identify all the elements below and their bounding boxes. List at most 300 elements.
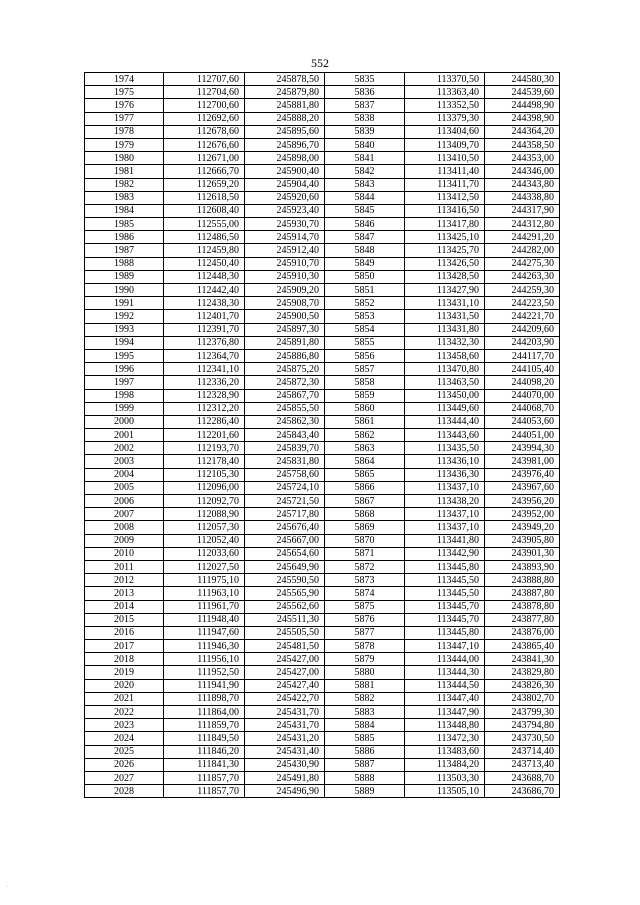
table-row (85, 310, 560, 323)
table-row (85, 112, 560, 125)
point-number-cell: 2006 (85, 495, 164, 508)
y-coordinate-cell: 244105,40 (485, 363, 560, 376)
table-row (85, 534, 560, 547)
x-coordinate-cell: 113437,10 (405, 481, 485, 494)
point-number-cell: 2002 (85, 442, 164, 455)
y-coordinate-cell: 244223,50 (485, 297, 560, 310)
point-number-cell: 1977 (85, 112, 164, 125)
point-number-cell: 5863 (325, 442, 405, 455)
point-number-cell: 2005 (85, 481, 164, 494)
table-row (85, 165, 560, 178)
y-coordinate-cell: 245511,30 (245, 613, 325, 626)
point-number-cell: 5886 (325, 745, 405, 758)
table-row (85, 508, 560, 521)
x-coordinate-cell: 113447,10 (405, 640, 485, 653)
point-number-cell: 5836 (325, 86, 405, 99)
y-coordinate-cell: 244312,80 (485, 218, 560, 231)
point-number-cell: 5865 (325, 468, 405, 481)
point-number-cell: 5860 (325, 402, 405, 415)
x-coordinate-cell: 112328,90 (164, 389, 245, 402)
point-number-cell: 1990 (85, 284, 164, 297)
x-coordinate-cell: 113411,70 (405, 178, 485, 191)
y-coordinate-cell: 243841,30 (485, 653, 560, 666)
point-number-cell: 2007 (85, 508, 164, 521)
y-coordinate-cell: 244098,20 (485, 376, 560, 389)
y-coordinate-cell: 245867,70 (245, 389, 325, 402)
y-coordinate-cell: 245878,50 (245, 73, 325, 86)
y-coordinate-cell: 245717,80 (245, 508, 325, 521)
y-coordinate-cell: 245505,50 (245, 626, 325, 639)
y-coordinate-cell: 244209,60 (485, 323, 560, 336)
point-number-cell: 5849 (325, 257, 405, 270)
x-coordinate-cell: 112659,20 (164, 178, 245, 191)
y-coordinate-cell: 244282,00 (485, 244, 560, 257)
y-coordinate-cell: 245888,20 (245, 112, 325, 125)
point-number-cell: 5880 (325, 666, 405, 679)
table-row (85, 257, 560, 270)
point-number-cell: 5847 (325, 231, 405, 244)
table-row (85, 218, 560, 231)
y-coordinate-cell: 245908,70 (245, 297, 325, 310)
table-row (85, 231, 560, 244)
point-number-cell: 2015 (85, 613, 164, 626)
y-coordinate-cell: 244539,60 (485, 86, 560, 99)
y-coordinate-cell: 244364,20 (485, 125, 560, 138)
point-number-cell: 1980 (85, 152, 164, 165)
x-coordinate-cell: 113438,20 (405, 495, 485, 508)
point-number-cell: 5876 (325, 613, 405, 626)
table-row (85, 771, 560, 784)
y-coordinate-cell: 244053,60 (485, 415, 560, 428)
point-number-cell: 2024 (85, 732, 164, 745)
point-number-cell: 5871 (325, 547, 405, 560)
point-number-cell: 5889 (325, 785, 405, 798)
point-number-cell: 5862 (325, 429, 405, 442)
y-coordinate-cell: 244117,70 (485, 349, 560, 362)
x-coordinate-cell: 112438,30 (164, 297, 245, 310)
x-coordinate-cell: 112486,50 (164, 231, 245, 244)
y-coordinate-cell: 245431,70 (245, 706, 325, 719)
x-coordinate-cell: 113409,70 (405, 138, 485, 151)
x-coordinate-cell: 113458,60 (405, 349, 485, 362)
y-coordinate-cell: 245912,40 (245, 244, 325, 257)
x-coordinate-cell: 111963,10 (164, 587, 245, 600)
point-number-cell: 1981 (85, 165, 164, 178)
x-coordinate-cell: 113445,50 (405, 574, 485, 587)
table-row (85, 138, 560, 151)
x-coordinate-cell: 112678,60 (164, 125, 245, 138)
x-coordinate-cell: 113441,80 (405, 534, 485, 547)
y-coordinate-cell: 245422,70 (245, 692, 325, 705)
y-coordinate-cell: 243887,80 (485, 587, 560, 600)
point-number-cell: 5850 (325, 270, 405, 283)
table-row (85, 600, 560, 613)
table-row (85, 587, 560, 600)
point-number-cell: 2016 (85, 626, 164, 639)
y-coordinate-cell: 245654,60 (245, 547, 325, 560)
x-coordinate-cell: 112700,60 (164, 99, 245, 112)
table-row (85, 204, 560, 217)
y-coordinate-cell: 245831,80 (245, 455, 325, 468)
y-coordinate-cell: 245565,90 (245, 587, 325, 600)
x-coordinate-cell: 113426,50 (405, 257, 485, 270)
page-number: 552 (311, 56, 329, 70)
x-coordinate-cell: 111946,30 (164, 640, 245, 653)
y-coordinate-cell: 244203,90 (485, 336, 560, 349)
table-row (85, 560, 560, 573)
point-number-cell: 2011 (85, 560, 164, 573)
table-row (85, 666, 560, 679)
y-coordinate-cell: 245920,60 (245, 191, 325, 204)
table-row (85, 653, 560, 666)
y-coordinate-cell: 245649,90 (245, 560, 325, 573)
point-number-cell: 5838 (325, 112, 405, 125)
x-coordinate-cell: 112364,70 (164, 349, 245, 362)
x-coordinate-cell: 112027,50 (164, 560, 245, 573)
x-coordinate-cell: 113443,60 (405, 429, 485, 442)
point-number-cell: 5854 (325, 323, 405, 336)
y-coordinate-cell: 245900,40 (245, 165, 325, 178)
table-row (85, 732, 560, 745)
point-number-cell: 1988 (85, 257, 164, 270)
y-coordinate-cell: 243794,80 (485, 719, 560, 732)
x-coordinate-cell: 112442,40 (164, 284, 245, 297)
x-coordinate-cell: 113436,10 (405, 455, 485, 468)
y-coordinate-cell: 243829,80 (485, 666, 560, 679)
point-number-cell: 2019 (85, 666, 164, 679)
y-coordinate-cell: 245914,70 (245, 231, 325, 244)
point-number-cell: 2027 (85, 771, 164, 784)
point-number-cell: 1976 (85, 99, 164, 112)
y-coordinate-cell: 245886,80 (245, 349, 325, 362)
y-coordinate-cell: 243976,40 (485, 468, 560, 481)
x-coordinate-cell: 113436,30 (405, 468, 485, 481)
y-coordinate-cell: 245431,40 (245, 745, 325, 758)
x-coordinate-cell: 112193,70 (164, 442, 245, 455)
x-coordinate-cell: 112376,80 (164, 336, 245, 349)
point-number-cell: 5840 (325, 138, 405, 151)
x-coordinate-cell: 111948,40 (164, 613, 245, 626)
point-number-cell: 1993 (85, 323, 164, 336)
y-coordinate-cell: 245910,70 (245, 257, 325, 270)
point-number-cell: 5855 (325, 336, 405, 349)
x-coordinate-cell: 113412,50 (405, 191, 485, 204)
point-number-cell: 1984 (85, 204, 164, 217)
y-coordinate-cell: 245862,30 (245, 415, 325, 428)
point-number-cell: 2003 (85, 455, 164, 468)
y-coordinate-cell: 243952,00 (485, 508, 560, 521)
x-coordinate-cell: 111857,70 (164, 785, 245, 798)
y-coordinate-cell: 245855,50 (245, 402, 325, 415)
y-coordinate-cell: 244221,70 (485, 310, 560, 323)
y-coordinate-cell: 244275,30 (485, 257, 560, 270)
y-coordinate-cell: 245427,00 (245, 653, 325, 666)
y-coordinate-cell: 244259,30 (485, 284, 560, 297)
point-number-cell: 5887 (325, 758, 405, 771)
y-coordinate-cell: 244398,90 (485, 112, 560, 125)
point-number-cell: 5875 (325, 600, 405, 613)
table-row (85, 706, 560, 719)
y-coordinate-cell: 245496,90 (245, 785, 325, 798)
point-number-cell: 1986 (85, 231, 164, 244)
point-number-cell: 5861 (325, 415, 405, 428)
x-coordinate-cell: 112201,60 (164, 429, 245, 442)
point-number-cell: 5870 (325, 534, 405, 547)
x-coordinate-cell: 112341,10 (164, 363, 245, 376)
point-number-cell: 5835 (325, 73, 405, 86)
point-number-cell: 1978 (85, 125, 164, 138)
y-coordinate-cell: 243802,70 (485, 692, 560, 705)
point-number-cell: 5853 (325, 310, 405, 323)
y-coordinate-cell: 243981,00 (485, 455, 560, 468)
y-coordinate-cell: 244498,90 (485, 99, 560, 112)
x-coordinate-cell: 112555,00 (164, 218, 245, 231)
point-number-cell: 2022 (85, 706, 164, 719)
x-coordinate-cell: 112707,60 (164, 73, 245, 86)
point-number-cell: 5885 (325, 732, 405, 745)
y-coordinate-cell: 244338,80 (485, 191, 560, 204)
point-number-cell: 5874 (325, 587, 405, 600)
point-number-cell: 1998 (85, 389, 164, 402)
point-number-cell: 1997 (85, 376, 164, 389)
x-coordinate-cell: 111846,20 (164, 745, 245, 758)
point-number-cell: 2008 (85, 521, 164, 534)
point-number-cell: 5879 (325, 653, 405, 666)
table-row (85, 152, 560, 165)
scan-edge-mark: · (6, 884, 8, 890)
y-coordinate-cell: 245430,90 (245, 758, 325, 771)
y-coordinate-cell: 245896,70 (245, 138, 325, 151)
x-coordinate-cell: 113444,00 (405, 653, 485, 666)
point-number-cell: 5881 (325, 679, 405, 692)
point-number-cell: 1995 (85, 349, 164, 362)
point-number-cell: 2004 (85, 468, 164, 481)
point-number-cell: 5841 (325, 152, 405, 165)
point-number-cell: 2009 (85, 534, 164, 547)
x-coordinate-cell: 111952,50 (164, 666, 245, 679)
x-coordinate-cell: 112088,90 (164, 508, 245, 521)
x-coordinate-cell: 111947,60 (164, 626, 245, 639)
y-coordinate-cell: 245910,30 (245, 270, 325, 283)
x-coordinate-cell: 113425,70 (405, 244, 485, 257)
point-number-cell: 5842 (325, 165, 405, 178)
table-row (85, 719, 560, 732)
x-coordinate-cell: 113463,50 (405, 376, 485, 389)
x-coordinate-cell: 112286,40 (164, 415, 245, 428)
point-number-cell: 5864 (325, 455, 405, 468)
x-coordinate-cell: 113444,30 (405, 666, 485, 679)
table-row (85, 86, 560, 99)
point-number-cell: 5846 (325, 218, 405, 231)
x-coordinate-cell: 112401,70 (164, 310, 245, 323)
y-coordinate-cell: 245590,50 (245, 574, 325, 587)
y-coordinate-cell: 245909,20 (245, 284, 325, 297)
x-coordinate-cell: 113404,60 (405, 125, 485, 138)
point-number-cell: 5883 (325, 706, 405, 719)
y-coordinate-cell: 244358,50 (485, 138, 560, 151)
x-coordinate-cell: 112105,30 (164, 468, 245, 481)
point-number-cell: 1996 (85, 363, 164, 376)
table-row (85, 270, 560, 283)
x-coordinate-cell: 113370,50 (405, 73, 485, 86)
table-row (85, 415, 560, 428)
point-number-cell: 5839 (325, 125, 405, 138)
x-coordinate-cell: 111956,10 (164, 653, 245, 666)
y-coordinate-cell: 245667,00 (245, 534, 325, 547)
y-coordinate-cell: 244051,00 (485, 429, 560, 442)
x-coordinate-cell: 112608,40 (164, 204, 245, 217)
x-coordinate-cell: 112671,00 (164, 152, 245, 165)
point-number-cell: 5882 (325, 692, 405, 705)
x-coordinate-cell: 112676,60 (164, 138, 245, 151)
y-coordinate-cell: 245923,40 (245, 204, 325, 217)
x-coordinate-cell: 113435,50 (405, 442, 485, 455)
x-coordinate-cell: 111864,00 (164, 706, 245, 719)
y-coordinate-cell: 245898,00 (245, 152, 325, 165)
table-row (85, 521, 560, 534)
point-number-cell: 1987 (85, 244, 164, 257)
x-coordinate-cell: 113447,40 (405, 692, 485, 705)
point-number-cell: 2018 (85, 653, 164, 666)
y-coordinate-cell: 243713,40 (485, 758, 560, 771)
y-coordinate-cell: 245491,80 (245, 771, 325, 784)
y-coordinate-cell: 243714,40 (485, 745, 560, 758)
y-coordinate-cell: 244343,80 (485, 178, 560, 191)
point-number-cell: 5888 (325, 771, 405, 784)
y-coordinate-cell: 244317,90 (485, 204, 560, 217)
table-row (85, 758, 560, 771)
x-coordinate-cell: 111961,70 (164, 600, 245, 613)
point-number-cell: 2020 (85, 679, 164, 692)
y-coordinate-cell: 243688,70 (485, 771, 560, 784)
x-coordinate-cell: 112450,40 (164, 257, 245, 270)
x-coordinate-cell: 111859,70 (164, 719, 245, 732)
x-coordinate-cell: 113444,50 (405, 679, 485, 692)
y-coordinate-cell: 245879,80 (245, 86, 325, 99)
y-coordinate-cell: 245721,50 (245, 495, 325, 508)
point-number-cell: 5856 (325, 349, 405, 362)
x-coordinate-cell: 113450,00 (405, 389, 485, 402)
coordinates-table (84, 72, 560, 798)
x-coordinate-cell: 111857,70 (164, 771, 245, 784)
x-coordinate-cell: 112057,30 (164, 521, 245, 534)
y-coordinate-cell: 243826,30 (485, 679, 560, 692)
x-coordinate-cell: 111941,90 (164, 679, 245, 692)
point-number-cell: 1975 (85, 86, 164, 99)
point-number-cell: 2000 (85, 415, 164, 428)
point-number-cell: 5844 (325, 191, 405, 204)
x-coordinate-cell: 113363,40 (405, 86, 485, 99)
y-coordinate-cell: 245930,70 (245, 218, 325, 231)
table-row (85, 389, 560, 402)
point-number-cell: 1999 (85, 402, 164, 415)
y-coordinate-cell: 245758,60 (245, 468, 325, 481)
y-coordinate-cell: 245900,50 (245, 310, 325, 323)
table-row (85, 376, 560, 389)
table-row (85, 178, 560, 191)
x-coordinate-cell: 113445,50 (405, 587, 485, 600)
y-coordinate-cell: 243994,30 (485, 442, 560, 455)
point-number-cell: 1994 (85, 336, 164, 349)
x-coordinate-cell: 113437,10 (405, 508, 485, 521)
y-coordinate-cell: 244263,30 (485, 270, 560, 283)
y-coordinate-cell: 244068,70 (485, 402, 560, 415)
x-coordinate-cell: 113410,50 (405, 152, 485, 165)
x-coordinate-cell: 112704,60 (164, 86, 245, 99)
point-number-cell: 5859 (325, 389, 405, 402)
point-number-cell: 5869 (325, 521, 405, 534)
y-coordinate-cell: 245881,80 (245, 99, 325, 112)
point-number-cell: 5878 (325, 640, 405, 653)
y-coordinate-cell: 243876,00 (485, 626, 560, 639)
x-coordinate-cell: 111841,30 (164, 758, 245, 771)
point-number-cell: 2025 (85, 745, 164, 758)
y-coordinate-cell: 245562,60 (245, 600, 325, 613)
y-coordinate-cell: 243878,80 (485, 600, 560, 613)
y-coordinate-cell: 243686,70 (485, 785, 560, 798)
x-coordinate-cell: 112336,20 (164, 376, 245, 389)
x-coordinate-cell: 112618,50 (164, 191, 245, 204)
table-row (85, 442, 560, 455)
y-coordinate-cell: 243956,20 (485, 495, 560, 508)
x-coordinate-cell: 113447,90 (405, 706, 485, 719)
point-number-cell: 2012 (85, 574, 164, 587)
x-coordinate-cell: 111849,50 (164, 732, 245, 745)
point-number-cell: 2028 (85, 785, 164, 798)
x-coordinate-cell: 113431,80 (405, 323, 485, 336)
point-number-cell: 5857 (325, 363, 405, 376)
x-coordinate-cell: 113431,10 (405, 297, 485, 310)
x-coordinate-cell: 113445,70 (405, 613, 485, 626)
x-coordinate-cell: 112448,30 (164, 270, 245, 283)
table-row (85, 745, 560, 758)
point-number-cell: 5884 (325, 719, 405, 732)
point-number-cell: 5848 (325, 244, 405, 257)
x-coordinate-cell: 113483,60 (405, 745, 485, 758)
table-row (85, 574, 560, 587)
x-coordinate-cell: 112666,70 (164, 165, 245, 178)
x-coordinate-cell: 113437,10 (405, 521, 485, 534)
table-row (85, 191, 560, 204)
table-row (85, 481, 560, 494)
coordinates-table-body (85, 73, 560, 798)
x-coordinate-cell: 113428,50 (405, 270, 485, 283)
table-row (85, 455, 560, 468)
point-number-cell: 1991 (85, 297, 164, 310)
point-number-cell: 5851 (325, 284, 405, 297)
x-coordinate-cell: 112312,20 (164, 402, 245, 415)
point-number-cell: 5877 (325, 626, 405, 639)
table-row (85, 323, 560, 336)
table-row (85, 99, 560, 112)
y-coordinate-cell: 245676,40 (245, 521, 325, 534)
table-row (85, 297, 560, 310)
table-row (85, 363, 560, 376)
y-coordinate-cell: 245481,50 (245, 640, 325, 653)
point-number-cell: 2001 (85, 429, 164, 442)
point-number-cell: 1979 (85, 138, 164, 151)
y-coordinate-cell: 243730,50 (485, 732, 560, 745)
point-number-cell: 5858 (325, 376, 405, 389)
x-coordinate-cell: 113432,30 (405, 336, 485, 349)
y-coordinate-cell: 243888,80 (485, 574, 560, 587)
point-number-cell: 5845 (325, 204, 405, 217)
y-coordinate-cell: 245875,20 (245, 363, 325, 376)
point-number-cell: 2023 (85, 719, 164, 732)
point-number-cell: 5852 (325, 297, 405, 310)
point-number-cell: 5872 (325, 560, 405, 573)
y-coordinate-cell: 245431,20 (245, 732, 325, 745)
